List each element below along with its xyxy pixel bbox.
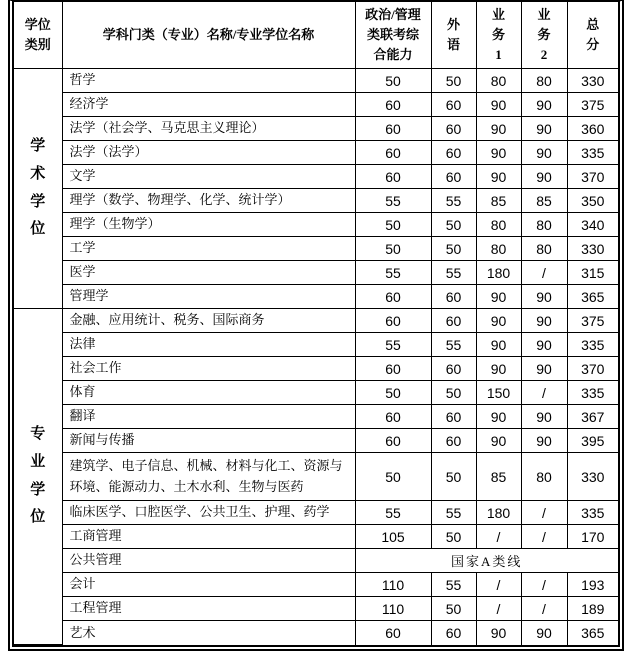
score-cell: 55 bbox=[431, 501, 476, 525]
table-row bbox=[14, 501, 618, 525]
header-row bbox=[14, 2, 618, 69]
score-cell: 60 bbox=[355, 165, 431, 189]
score-cell: 60 bbox=[355, 405, 431, 429]
score-cell: 375 bbox=[567, 309, 618, 333]
score-cell: 50 bbox=[431, 237, 476, 261]
score-cell: / bbox=[521, 525, 567, 549]
score-cell: / bbox=[521, 381, 567, 405]
score-cell: 340 bbox=[567, 213, 618, 237]
score-cell: 50 bbox=[355, 69, 431, 93]
score-cell: 80 bbox=[521, 453, 567, 501]
table-row bbox=[14, 381, 618, 405]
score-cell: 367 bbox=[567, 405, 618, 429]
score-cell: 315 bbox=[567, 261, 618, 285]
score-cell: 60 bbox=[355, 285, 431, 309]
table-row bbox=[14, 405, 618, 429]
major-name-cell: 管理学 bbox=[62, 285, 355, 309]
table-row bbox=[14, 261, 618, 285]
score-cell: 60 bbox=[431, 165, 476, 189]
score-cell: 90 bbox=[521, 93, 567, 117]
score-cell: 375 bbox=[567, 93, 618, 117]
table-row bbox=[14, 189, 618, 213]
score-cell: 50 bbox=[355, 381, 431, 405]
table-row bbox=[14, 621, 618, 645]
score-table-frame bbox=[8, 0, 624, 651]
score-cell: / bbox=[476, 597, 521, 621]
score-cell: 60 bbox=[431, 429, 476, 453]
score-cell: 60 bbox=[431, 141, 476, 165]
score-cell: 90 bbox=[521, 165, 567, 189]
score-cell: 60 bbox=[431, 93, 476, 117]
admission-score-table bbox=[14, 2, 618, 645]
score-cell: 60 bbox=[355, 621, 431, 645]
score-cell: 330 bbox=[567, 69, 618, 93]
score-cell: 180 bbox=[476, 261, 521, 285]
score-cell: 90 bbox=[476, 357, 521, 381]
score-cell: 370 bbox=[567, 165, 618, 189]
major-name-cell: 会计 bbox=[62, 573, 355, 597]
major-name-cell: 公共管理 bbox=[62, 549, 355, 573]
score-cell: 80 bbox=[476, 69, 521, 93]
score-cell: 110 bbox=[355, 573, 431, 597]
score-cell: 50 bbox=[431, 213, 476, 237]
score-cell: 90 bbox=[521, 357, 567, 381]
major-name-cell: 金融、应用统计、税务、国际商务 bbox=[62, 309, 355, 333]
table-row bbox=[14, 309, 618, 333]
national-line-cell: 国家A类线 bbox=[355, 549, 618, 573]
score-cell: 105 bbox=[355, 525, 431, 549]
score-cell: 50 bbox=[431, 69, 476, 93]
header-degree-type: 学位类别 bbox=[14, 2, 62, 69]
score-cell: / bbox=[476, 525, 521, 549]
score-cell: 90 bbox=[476, 285, 521, 309]
score-cell: 193 bbox=[567, 573, 618, 597]
table-row bbox=[14, 573, 618, 597]
score-cell: 370 bbox=[567, 357, 618, 381]
score-cell: 90 bbox=[521, 429, 567, 453]
table-row bbox=[14, 453, 618, 501]
score-cell: 330 bbox=[567, 237, 618, 261]
score-cell: 110 bbox=[355, 597, 431, 621]
header-business2: 业务2 bbox=[521, 2, 567, 69]
score-cell: 90 bbox=[476, 117, 521, 141]
score-cell: 60 bbox=[431, 405, 476, 429]
score-cell: 60 bbox=[431, 357, 476, 381]
score-cell: 55 bbox=[431, 261, 476, 285]
score-cell: 80 bbox=[476, 213, 521, 237]
score-cell: 50 bbox=[355, 453, 431, 501]
header-business1: 业务1 bbox=[476, 2, 521, 69]
score-cell: 50 bbox=[355, 237, 431, 261]
major-name-cell: 临床医学、口腔医学、公共卫生、护理、药学 bbox=[62, 501, 355, 525]
score-cell: 350 bbox=[567, 189, 618, 213]
score-cell: 150 bbox=[476, 381, 521, 405]
score-cell: / bbox=[521, 573, 567, 597]
score-cell: 60 bbox=[355, 429, 431, 453]
score-cell: 80 bbox=[521, 237, 567, 261]
header-major: 学科门类（专业）名称/专业学位名称 bbox=[62, 2, 355, 69]
major-name-cell: 法律 bbox=[62, 333, 355, 357]
score-cell: 395 bbox=[567, 429, 618, 453]
score-cell: 90 bbox=[521, 333, 567, 357]
major-name-cell: 新闻与传播 bbox=[62, 429, 355, 453]
score-cell: 60 bbox=[431, 117, 476, 141]
major-name-cell: 法学（社会学、马克思主义理论） bbox=[62, 117, 355, 141]
score-cell: 90 bbox=[521, 621, 567, 645]
score-cell: 189 bbox=[567, 597, 618, 621]
major-name-cell: 医学 bbox=[62, 261, 355, 285]
score-cell: 90 bbox=[476, 429, 521, 453]
score-cell: 335 bbox=[567, 141, 618, 165]
score-cell: 60 bbox=[355, 93, 431, 117]
score-cell: 60 bbox=[431, 309, 476, 333]
score-cell: 60 bbox=[355, 117, 431, 141]
score-cell: 90 bbox=[521, 405, 567, 429]
major-name-cell: 法学（法学） bbox=[62, 141, 355, 165]
table-row bbox=[14, 213, 618, 237]
degree-type-cell-academic: 学术学位 bbox=[14, 69, 62, 309]
table-row bbox=[14, 141, 618, 165]
score-cell: 335 bbox=[567, 381, 618, 405]
header-foreign-language: 外语 bbox=[431, 2, 476, 69]
score-cell: 55 bbox=[431, 573, 476, 597]
score-cell: 90 bbox=[521, 141, 567, 165]
score-cell: 90 bbox=[476, 165, 521, 189]
score-cell: 90 bbox=[476, 333, 521, 357]
score-cell: 90 bbox=[476, 405, 521, 429]
score-cell: 360 bbox=[567, 117, 618, 141]
score-cell: 90 bbox=[521, 309, 567, 333]
score-cell: 60 bbox=[355, 309, 431, 333]
score-cell: 80 bbox=[521, 69, 567, 93]
major-name-cell: 建筑学、电子信息、机械、材料与化工、资源与环境、能源动力、土木水利、生物与医药 bbox=[62, 453, 355, 501]
table-row bbox=[14, 285, 618, 309]
major-name-cell: 文学 bbox=[62, 165, 355, 189]
score-cell: 55 bbox=[355, 333, 431, 357]
table-row bbox=[14, 237, 618, 261]
major-name-cell: 工学 bbox=[62, 237, 355, 261]
major-name-cell: 工商管理 bbox=[62, 525, 355, 549]
major-name-cell: 哲学 bbox=[62, 69, 355, 93]
degree-type-cell-professional: 专业学位 bbox=[14, 309, 62, 645]
score-cell: 90 bbox=[476, 93, 521, 117]
score-cell: 335 bbox=[567, 501, 618, 525]
score-cell: 60 bbox=[431, 621, 476, 645]
score-cell: 330 bbox=[567, 453, 618, 501]
score-cell: / bbox=[521, 261, 567, 285]
score-cell: 180 bbox=[476, 501, 521, 525]
table-row bbox=[14, 69, 618, 93]
score-cell: 60 bbox=[355, 357, 431, 381]
table-row bbox=[14, 333, 618, 357]
score-cell: 90 bbox=[476, 141, 521, 165]
score-cell: 80 bbox=[476, 237, 521, 261]
major-name-cell: 艺术 bbox=[62, 621, 355, 645]
table-row bbox=[14, 165, 618, 189]
score-cell: 50 bbox=[431, 597, 476, 621]
major-name-cell: 理学（生物学） bbox=[62, 213, 355, 237]
score-cell: 55 bbox=[355, 501, 431, 525]
score-cell: 335 bbox=[567, 333, 618, 357]
score-cell: 50 bbox=[431, 453, 476, 501]
score-cell: 90 bbox=[476, 309, 521, 333]
score-cell: / bbox=[521, 501, 567, 525]
major-name-cell: 经济学 bbox=[62, 93, 355, 117]
score-cell: 85 bbox=[476, 453, 521, 501]
header-politics: 政治/管理类联考综合能力 bbox=[355, 2, 431, 69]
table-row bbox=[14, 357, 618, 381]
table-row bbox=[14, 429, 618, 453]
table-row bbox=[14, 93, 618, 117]
score-cell: 90 bbox=[476, 621, 521, 645]
score-cell: 55 bbox=[355, 261, 431, 285]
score-cell: 365 bbox=[567, 285, 618, 309]
score-cell: 50 bbox=[355, 213, 431, 237]
score-cell: 55 bbox=[431, 333, 476, 357]
header-total: 总分 bbox=[567, 2, 618, 69]
score-cell: 85 bbox=[521, 189, 567, 213]
score-cell: 50 bbox=[431, 381, 476, 405]
score-cell: 50 bbox=[431, 525, 476, 549]
table-row bbox=[14, 549, 618, 573]
major-name-cell: 翻译 bbox=[62, 405, 355, 429]
score-cell: 80 bbox=[521, 213, 567, 237]
score-cell: / bbox=[521, 597, 567, 621]
major-name-cell: 体育 bbox=[62, 381, 355, 405]
score-cell: 170 bbox=[567, 525, 618, 549]
score-cell: 365 bbox=[567, 621, 618, 645]
score-cell: 90 bbox=[521, 117, 567, 141]
table-row bbox=[14, 525, 618, 549]
major-name-cell: 理学（数学、物理学、化学、统计学） bbox=[62, 189, 355, 213]
score-cell: 60 bbox=[355, 141, 431, 165]
major-name-cell: 社会工作 bbox=[62, 357, 355, 381]
score-cell: 90 bbox=[521, 285, 567, 309]
major-name-cell: 工程管理 bbox=[62, 597, 355, 621]
table-row bbox=[14, 117, 618, 141]
score-cell: 85 bbox=[476, 189, 521, 213]
score-cell: / bbox=[476, 573, 521, 597]
score-cell: 55 bbox=[431, 189, 476, 213]
score-cell: 55 bbox=[355, 189, 431, 213]
score-cell: 60 bbox=[431, 285, 476, 309]
table-row bbox=[14, 597, 618, 621]
